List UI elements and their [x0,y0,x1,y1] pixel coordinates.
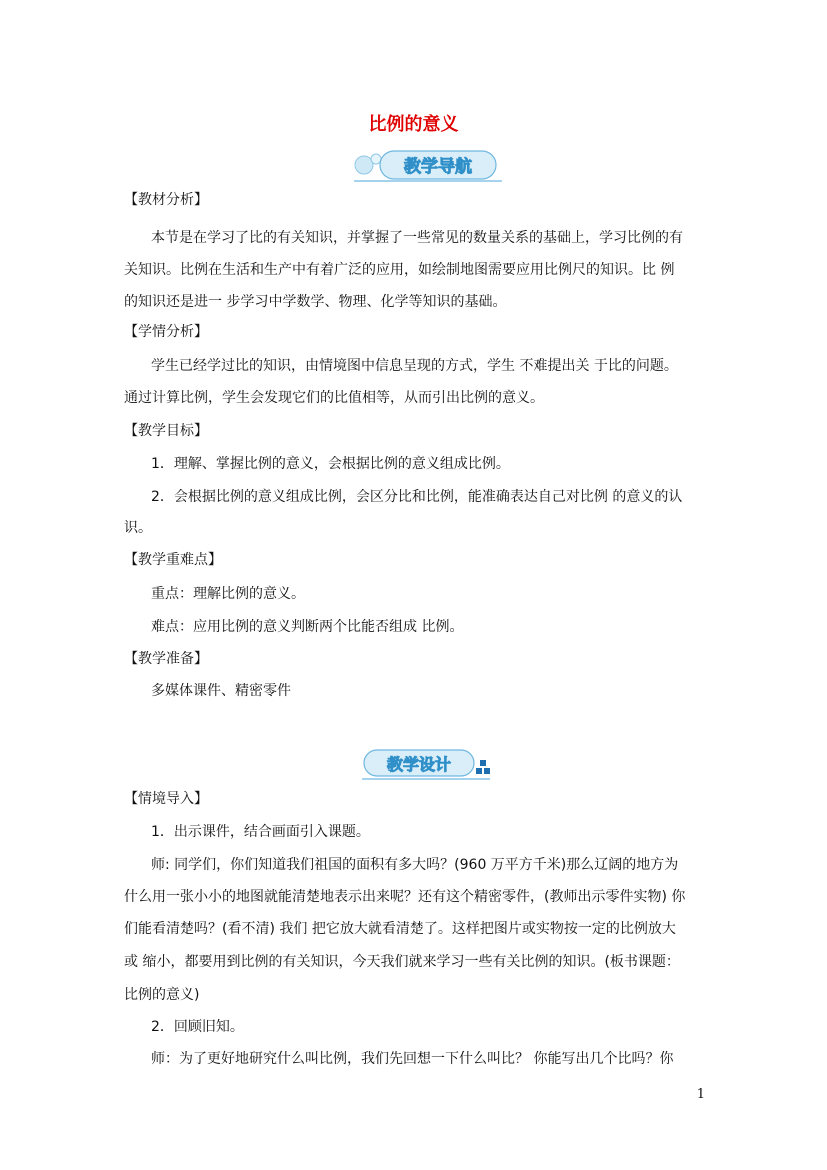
heading-scenario-intro: 【情境导入】 [124,791,208,807]
heading-preparation: 【教学准备】 [124,651,208,667]
paragraph-line: 多媒体课件、精密零件 [151,683,291,699]
paragraph-line: 重点：理解比例的意义。 [151,586,305,602]
paragraph-line: 什么用一张小小的地图就能清楚地表示出来呢？还有这个精密零件，(教师出示零件实物) 你 [124,889,686,905]
banner-design-graphic [358,746,498,782]
list-item: 1．出示课件，结合画面引入课题。 [151,824,370,840]
banner-design-label: 教学设计 [386,755,452,774]
banner-guide-graphic [350,145,510,185]
paragraph-line: 本节是在学习了比的有关知识，并掌握了一些常见的数量关系的基础上，学习比例的有 [151,230,683,246]
paragraph-line: 学生已经学过比的知识，由情境图中信息呈现的方式，学生 不难提出关 于比的问题。 [151,358,678,374]
paragraph-line: 或 缩小，都要用到比例的有关知识，今天我们就来学习一些有关比例的知识。(板书课题： [124,954,680,970]
paragraph-line: 师：为了更好地研究什么叫比例，我们先回想一下什么叫比？ 你能写出几个比吗？你 [151,1051,674,1067]
list-item: 2．回顾旧知。 [151,1019,244,1035]
paragraph-line: 识。 [124,520,152,536]
heading-textbook-analysis: 【教材分析】 [124,192,208,208]
heading-key-points: 【教学重难点】 [124,552,222,568]
heading-student-analysis: 【学情分析】 [124,324,208,340]
list-item: 1．理解、掌握比例的意义，会根据比例的意义组成比例。 [151,456,510,472]
banner-guide-label: 教学导航 [404,157,472,177]
heading-teaching-goals: 【教学目标】 [124,423,208,439]
section-banner-design [358,746,498,782]
paragraph-line: 师: 同学们，你们知道我们祖国的面积有多大吗？(960 万平方千米)那么辽阔的地方为 [151,857,679,873]
paragraph-line: 们能看清楚吗？(看不清) 我们 把它放大就看清楚了。这样把图片或实物按一定的比例放大 [124,921,676,937]
paragraph-line: 关知识。比例在生活和生产中有着广泛的应用，如绘制地图需要应用比例尺的知识。比 例 [124,262,675,278]
list-item: 2．会根据比例的意义组成比例，会区分比和比例，能准确表达自己对比例 的意义的认 [151,489,683,505]
page-title: 比例的意义 [368,114,459,135]
paragraph-line: 通过计算比例，学生会发现它们的比值相等，从而引出比例的意义。 [124,390,544,406]
paragraph-line: 比例的意义) [124,987,200,1003]
section-banner-guide [350,145,510,185]
paragraph-line: 的知识还是进一 步学习中学数学、物理、化学等知识的基础。 [124,294,507,310]
page-number: 1 [696,1087,705,1102]
paragraph-line: 难点：应用比例的意义判断两个比能否组成 比例。 [151,619,464,635]
